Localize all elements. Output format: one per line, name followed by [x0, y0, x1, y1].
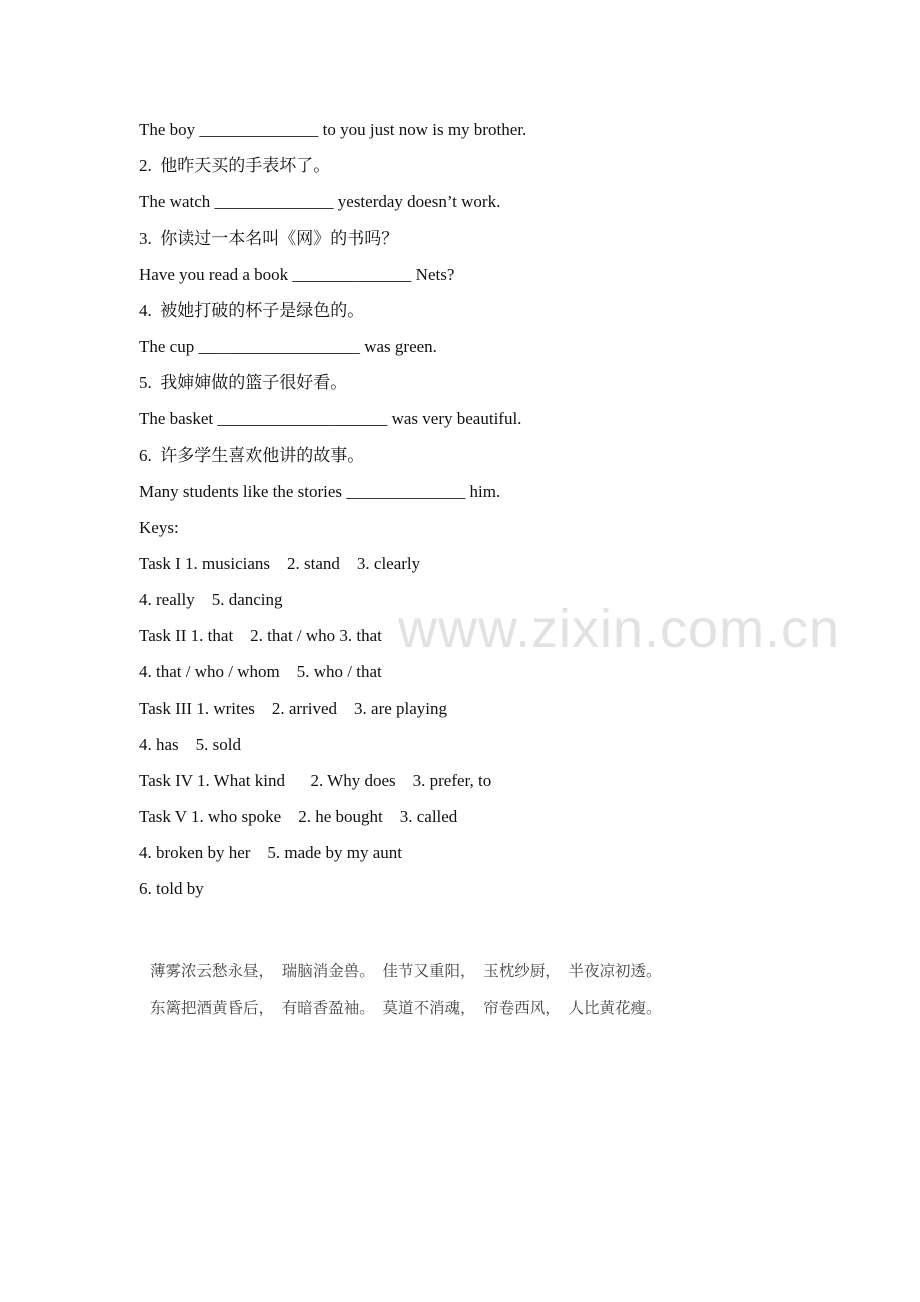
exercise-line: The basket ____________________ was very beautiful.: [139, 409, 522, 428]
answer-line: 4. that / who / whom 5. who / that: [139, 662, 382, 681]
exercise-line: 6. 许多学生喜欢他讲的故事。: [139, 446, 365, 465]
poem-line: 东篱把酒黄昏后， 有暗香盈袖。 莫道不消魂， 帘卷西风， 人比黄花瘦。: [150, 1000, 662, 1017]
answer-line: 4. has 5. sold: [139, 735, 241, 754]
exercise-line: The boy ______________ to you just now is my brother.: [139, 120, 527, 139]
exercise-line: Have you read a book ______________ Nets?: [139, 265, 455, 284]
answer-line: 4. broken by her 5. made by my aunt: [139, 843, 402, 862]
exercise-line: Many students like the stories ______________ him.: [139, 482, 501, 501]
exercise-line: The watch ______________ yesterday doesn’t work.: [139, 192, 501, 211]
exercise-line: 5. 我婶婶做的篮子很好看。: [139, 373, 348, 392]
answer-line: Task V 1. who spoke 2. he bought 3. called: [139, 807, 458, 826]
answer-line: Task I 1. musicians 2. stand 3. clearly: [139, 554, 421, 573]
answer-line: 4. really 5. dancing: [139, 590, 283, 609]
answer-line: Task III 1. writes 2. arrived 3. are playing: [139, 699, 448, 718]
exercise-line: The cup ___________________ was green.: [139, 337, 437, 356]
watermark: www.zixin.com.cn: [398, 599, 841, 659]
answer-line: 6. told by: [139, 879, 204, 898]
exercise-line: 2. 他昨天买的手表坏了。: [139, 156, 331, 175]
poem-line: 薄雾浓云愁永昼， 瑞脑消金兽。 佳节又重阳， 玉枕纱厨， 半夜凉初透。: [150, 963, 662, 980]
answer-line: Task IV 1. What kind 2. Why does 3. prefer, to: [139, 771, 492, 790]
exercise-line: 4. 被她打破的杯子是绿色的。: [139, 301, 365, 320]
answer-line: Task II 1. that 2. that / who 3. that: [139, 626, 382, 645]
keys-heading: Keys:: [139, 518, 179, 537]
exercise-line: 3. 你读过一本名叫《网》的书吗？: [139, 229, 399, 248]
